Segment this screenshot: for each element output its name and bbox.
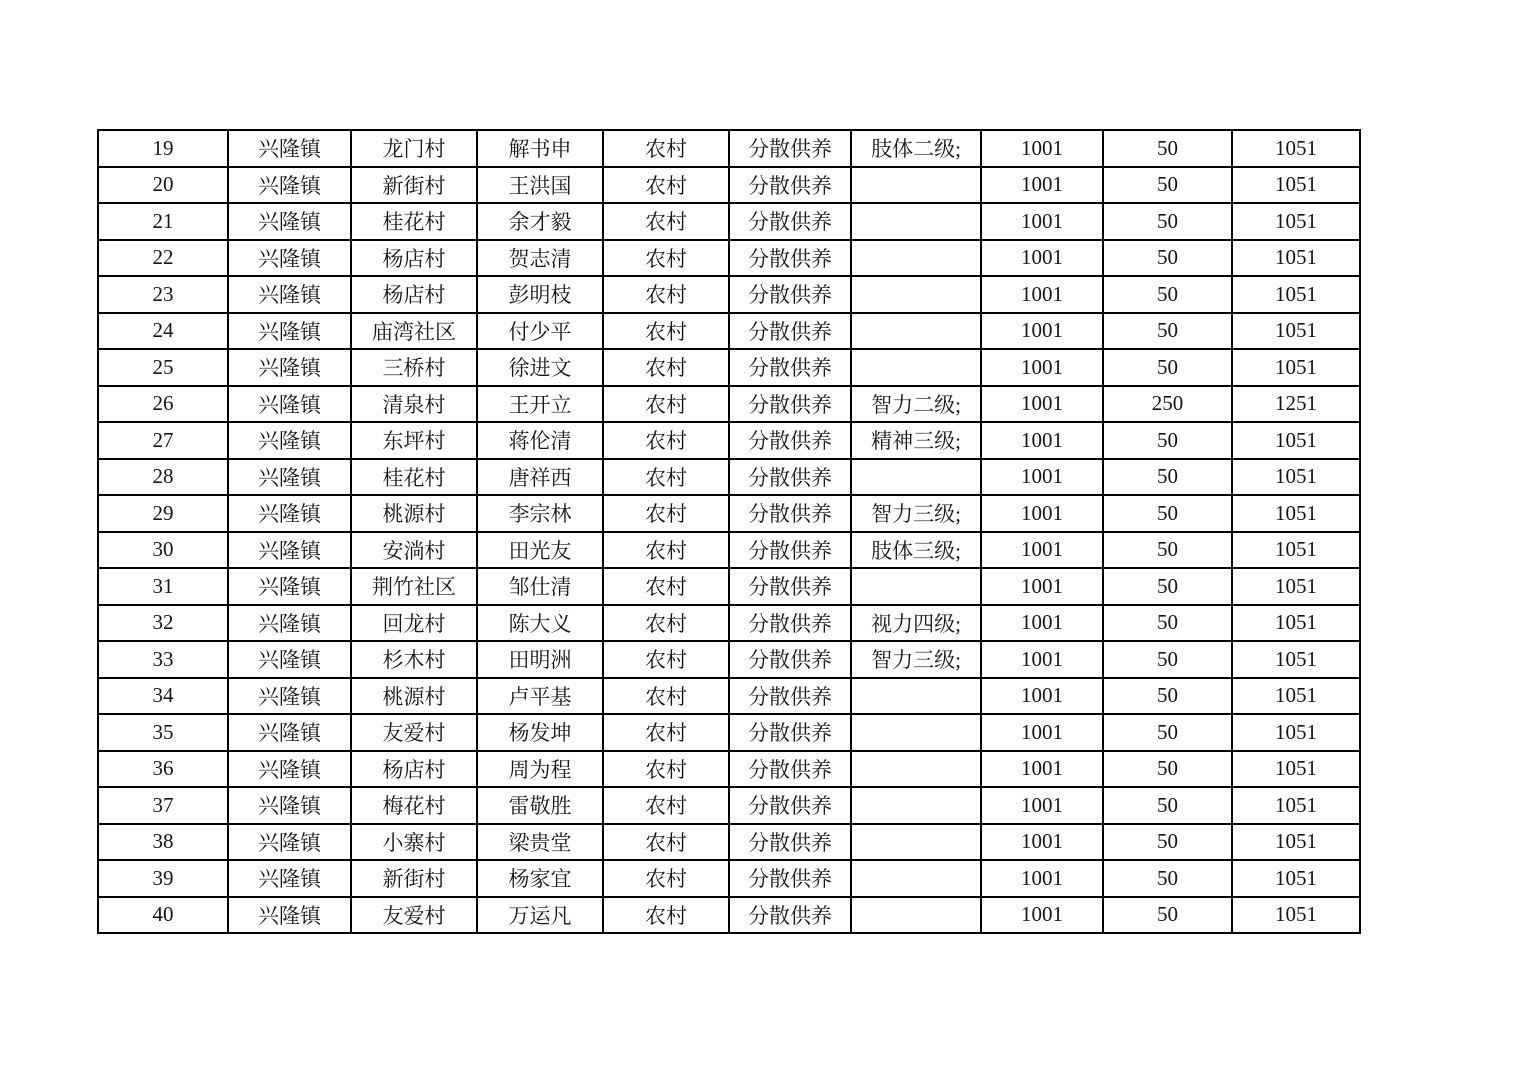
document-table-region	[97, 129, 1359, 934]
cell-total-amount: 1051	[1232, 678, 1360, 715]
cell-disability-level	[851, 276, 981, 313]
cell-person-name: 李宗林	[477, 495, 603, 532]
table-row	[98, 313, 1360, 350]
cell-support-type: 分散供养	[729, 386, 851, 423]
cell-area-type: 农村	[603, 276, 729, 313]
cell-subsidy-amount: 50	[1103, 605, 1232, 642]
cell-support-type: 分散供养	[729, 349, 851, 386]
cell-disability-level: 肢体三级;	[851, 532, 981, 569]
table-row	[98, 422, 1360, 459]
cell-subsidy-amount: 250	[1103, 386, 1232, 423]
cell-town: 兴隆镇	[228, 495, 351, 532]
table-row	[98, 495, 1360, 532]
cell-disability-level	[851, 203, 981, 240]
cell-total-amount: 1051	[1232, 568, 1360, 605]
cell-disability-level	[851, 349, 981, 386]
cell-area-type: 农村	[603, 386, 729, 423]
cell-town: 兴隆镇	[228, 824, 351, 861]
cell-town: 兴隆镇	[228, 386, 351, 423]
cell-row-number: 23	[98, 276, 228, 313]
cell-village: 三桥村	[351, 349, 477, 386]
cell-village: 桃源村	[351, 495, 477, 532]
cell-area-type: 农村	[603, 714, 729, 751]
cell-town: 兴隆镇	[228, 240, 351, 277]
cell-town: 兴隆镇	[228, 313, 351, 350]
cell-total-amount: 1051	[1232, 751, 1360, 788]
cell-disability-level: 智力三级;	[851, 495, 981, 532]
cell-village: 荆竹社区	[351, 568, 477, 605]
cell-row-number: 20	[98, 167, 228, 204]
cell-support-type: 分散供养	[729, 240, 851, 277]
cell-row-number: 40	[98, 897, 228, 934]
cell-row-number: 26	[98, 386, 228, 423]
table-row	[98, 897, 1360, 934]
cell-total-amount: 1051	[1232, 824, 1360, 861]
cell-village: 桂花村	[351, 203, 477, 240]
cell-disability-level	[851, 714, 981, 751]
cell-base-amount: 1001	[981, 167, 1103, 204]
cell-town: 兴隆镇	[228, 678, 351, 715]
cell-base-amount: 1001	[981, 714, 1103, 751]
cell-person-name: 徐进文	[477, 349, 603, 386]
cell-area-type: 农村	[603, 787, 729, 824]
cell-subsidy-amount: 50	[1103, 751, 1232, 788]
cell-row-number: 37	[98, 787, 228, 824]
table-row	[98, 605, 1360, 642]
cell-town: 兴隆镇	[228, 130, 351, 167]
cell-base-amount: 1001	[981, 787, 1103, 824]
cell-support-type: 分散供养	[729, 203, 851, 240]
cell-town: 兴隆镇	[228, 532, 351, 569]
cell-person-name: 解书申	[477, 130, 603, 167]
cell-town: 兴隆镇	[228, 349, 351, 386]
cell-town: 兴隆镇	[228, 751, 351, 788]
cell-person-name: 梁贵堂	[477, 824, 603, 861]
cell-village: 杨店村	[351, 751, 477, 788]
table-row	[98, 641, 1360, 678]
cell-base-amount: 1001	[981, 422, 1103, 459]
cell-village: 杉木村	[351, 641, 477, 678]
table-row	[98, 459, 1360, 496]
cell-support-type: 分散供养	[729, 313, 851, 350]
table-row	[98, 678, 1360, 715]
cell-person-name: 蒋伦清	[477, 422, 603, 459]
cell-village: 桂花村	[351, 459, 477, 496]
cell-village: 回龙村	[351, 605, 477, 642]
cell-area-type: 农村	[603, 751, 729, 788]
cell-subsidy-amount: 50	[1103, 313, 1232, 350]
cell-base-amount: 1001	[981, 349, 1103, 386]
cell-support-type: 分散供养	[729, 568, 851, 605]
cell-disability-level	[851, 860, 981, 897]
cell-town: 兴隆镇	[228, 203, 351, 240]
cell-person-name: 邹仕清	[477, 568, 603, 605]
cell-base-amount: 1001	[981, 386, 1103, 423]
table-row	[98, 276, 1360, 313]
table-row	[98, 824, 1360, 861]
cell-village: 新街村	[351, 167, 477, 204]
cell-area-type: 农村	[603, 532, 729, 569]
cell-support-type: 分散供养	[729, 897, 851, 934]
cell-subsidy-amount: 50	[1103, 568, 1232, 605]
cell-total-amount: 1051	[1232, 641, 1360, 678]
cell-person-name: 雷敬胜	[477, 787, 603, 824]
cell-village: 龙门村	[351, 130, 477, 167]
cell-disability-level: 精神三级;	[851, 422, 981, 459]
cell-base-amount: 1001	[981, 568, 1103, 605]
cell-person-name: 彭明枝	[477, 276, 603, 313]
cell-person-name: 王洪国	[477, 167, 603, 204]
cell-town: 兴隆镇	[228, 860, 351, 897]
cell-subsidy-amount: 50	[1103, 532, 1232, 569]
cell-town: 兴隆镇	[228, 897, 351, 934]
cell-row-number: 39	[98, 860, 228, 897]
cell-base-amount: 1001	[981, 605, 1103, 642]
cell-base-amount: 1001	[981, 532, 1103, 569]
cell-support-type: 分散供养	[729, 495, 851, 532]
cell-total-amount: 1051	[1232, 495, 1360, 532]
table-row	[98, 860, 1360, 897]
cell-row-number: 34	[98, 678, 228, 715]
cell-disability-level	[851, 313, 981, 350]
cell-disability-level: 智力二级;	[851, 386, 981, 423]
cell-row-number: 29	[98, 495, 228, 532]
cell-total-amount: 1051	[1232, 167, 1360, 204]
cell-support-type: 分散供养	[729, 459, 851, 496]
cell-row-number: 38	[98, 824, 228, 861]
cell-disability-level	[851, 459, 981, 496]
table-row	[98, 714, 1360, 751]
cell-support-type: 分散供养	[729, 130, 851, 167]
cell-disability-level	[851, 240, 981, 277]
cell-village: 新街村	[351, 860, 477, 897]
cell-base-amount: 1001	[981, 130, 1103, 167]
cell-area-type: 农村	[603, 678, 729, 715]
records-table-body	[98, 130, 1360, 933]
cell-disability-level: 视力四级;	[851, 605, 981, 642]
cell-subsidy-amount: 50	[1103, 167, 1232, 204]
cell-support-type: 分散供养	[729, 678, 851, 715]
cell-person-name: 付少平	[477, 313, 603, 350]
cell-subsidy-amount: 50	[1103, 459, 1232, 496]
cell-village: 东坪村	[351, 422, 477, 459]
cell-total-amount: 1051	[1232, 349, 1360, 386]
cell-area-type: 农村	[603, 240, 729, 277]
table-row	[98, 203, 1360, 240]
cell-support-type: 分散供养	[729, 532, 851, 569]
cell-subsidy-amount: 50	[1103, 787, 1232, 824]
cell-person-name: 万运凡	[477, 897, 603, 934]
cell-support-type: 分散供养	[729, 714, 851, 751]
cell-support-type: 分散供养	[729, 860, 851, 897]
cell-support-type: 分散供养	[729, 751, 851, 788]
cell-base-amount: 1001	[981, 897, 1103, 934]
cell-disability-level: 肢体二级;	[851, 130, 981, 167]
table-row	[98, 532, 1360, 569]
cell-subsidy-amount: 50	[1103, 678, 1232, 715]
cell-subsidy-amount: 50	[1103, 240, 1232, 277]
table-row	[98, 568, 1360, 605]
cell-total-amount: 1051	[1232, 422, 1360, 459]
cell-person-name: 卢平基	[477, 678, 603, 715]
cell-base-amount: 1001	[981, 240, 1103, 277]
cell-total-amount: 1051	[1232, 276, 1360, 313]
cell-town: 兴隆镇	[228, 276, 351, 313]
cell-disability-level	[851, 787, 981, 824]
cell-total-amount: 1051	[1232, 605, 1360, 642]
cell-subsidy-amount: 50	[1103, 641, 1232, 678]
cell-subsidy-amount: 50	[1103, 130, 1232, 167]
table-row	[98, 751, 1360, 788]
cell-support-type: 分散供养	[729, 422, 851, 459]
cell-disability-level	[851, 751, 981, 788]
cell-support-type: 分散供养	[729, 605, 851, 642]
cell-person-name: 杨发坤	[477, 714, 603, 751]
cell-row-number: 31	[98, 568, 228, 605]
cell-area-type: 农村	[603, 349, 729, 386]
cell-total-amount: 1251	[1232, 386, 1360, 423]
cell-base-amount: 1001	[981, 751, 1103, 788]
cell-subsidy-amount: 50	[1103, 897, 1232, 934]
cell-town: 兴隆镇	[228, 459, 351, 496]
cell-person-name: 陈大义	[477, 605, 603, 642]
cell-town: 兴隆镇	[228, 568, 351, 605]
cell-row-number: 36	[98, 751, 228, 788]
cell-base-amount: 1001	[981, 860, 1103, 897]
table-row	[98, 240, 1360, 277]
cell-disability-level	[851, 678, 981, 715]
cell-person-name: 王开立	[477, 386, 603, 423]
cell-area-type: 农村	[603, 203, 729, 240]
cell-area-type: 农村	[603, 824, 729, 861]
cell-disability-level	[851, 568, 981, 605]
cell-area-type: 农村	[603, 422, 729, 459]
cell-row-number: 22	[98, 240, 228, 277]
cell-support-type: 分散供养	[729, 276, 851, 313]
cell-village: 杨店村	[351, 276, 477, 313]
cell-village: 小寨村	[351, 824, 477, 861]
cell-base-amount: 1001	[981, 678, 1103, 715]
cell-base-amount: 1001	[981, 313, 1103, 350]
cell-person-name: 杨家宜	[477, 860, 603, 897]
cell-area-type: 农村	[603, 568, 729, 605]
cell-person-name: 贺志清	[477, 240, 603, 277]
cell-total-amount: 1051	[1232, 532, 1360, 569]
cell-support-type: 分散供养	[729, 641, 851, 678]
cell-subsidy-amount: 50	[1103, 276, 1232, 313]
cell-row-number: 25	[98, 349, 228, 386]
cell-town: 兴隆镇	[228, 641, 351, 678]
cell-total-amount: 1051	[1232, 203, 1360, 240]
cell-row-number: 33	[98, 641, 228, 678]
cell-total-amount: 1051	[1232, 130, 1360, 167]
cell-disability-level: 智力三级;	[851, 641, 981, 678]
cell-town: 兴隆镇	[228, 787, 351, 824]
cell-village: 庙湾社区	[351, 313, 477, 350]
cell-town: 兴隆镇	[228, 167, 351, 204]
cell-base-amount: 1001	[981, 276, 1103, 313]
cell-village: 友爱村	[351, 714, 477, 751]
table-row	[98, 130, 1360, 167]
cell-village: 安淌村	[351, 532, 477, 569]
cell-area-type: 农村	[603, 495, 729, 532]
table-row	[98, 386, 1360, 423]
cell-total-amount: 1051	[1232, 313, 1360, 350]
cell-total-amount: 1051	[1232, 897, 1360, 934]
cell-town: 兴隆镇	[228, 422, 351, 459]
cell-area-type: 农村	[603, 167, 729, 204]
cell-person-name: 田光友	[477, 532, 603, 569]
cell-total-amount: 1051	[1232, 714, 1360, 751]
table-row	[98, 167, 1360, 204]
table-row	[98, 349, 1360, 386]
cell-person-name: 田明洲	[477, 641, 603, 678]
cell-support-type: 分散供养	[729, 167, 851, 204]
cell-total-amount: 1051	[1232, 860, 1360, 897]
cell-disability-level	[851, 897, 981, 934]
cell-area-type: 农村	[603, 313, 729, 350]
cell-base-amount: 1001	[981, 641, 1103, 678]
cell-row-number: 27	[98, 422, 228, 459]
cell-area-type: 农村	[603, 605, 729, 642]
table-row	[98, 787, 1360, 824]
cell-disability-level	[851, 167, 981, 204]
cell-area-type: 农村	[603, 130, 729, 167]
cell-row-number: 32	[98, 605, 228, 642]
cell-town: 兴隆镇	[228, 605, 351, 642]
cell-village: 清泉村	[351, 386, 477, 423]
cell-village: 梅花村	[351, 787, 477, 824]
cell-person-name: 余才毅	[477, 203, 603, 240]
cell-subsidy-amount: 50	[1103, 349, 1232, 386]
cell-disability-level	[851, 824, 981, 861]
records-table	[97, 129, 1361, 934]
cell-row-number: 24	[98, 313, 228, 350]
cell-base-amount: 1001	[981, 824, 1103, 861]
cell-base-amount: 1001	[981, 495, 1103, 532]
cell-subsidy-amount: 50	[1103, 495, 1232, 532]
cell-town: 兴隆镇	[228, 714, 351, 751]
cell-total-amount: 1051	[1232, 459, 1360, 496]
cell-village: 友爱村	[351, 897, 477, 934]
cell-row-number: 30	[98, 532, 228, 569]
cell-area-type: 农村	[603, 641, 729, 678]
cell-village: 桃源村	[351, 678, 477, 715]
cell-person-name: 周为程	[477, 751, 603, 788]
cell-village: 杨店村	[351, 240, 477, 277]
cell-area-type: 农村	[603, 897, 729, 934]
cell-person-name: 唐祥西	[477, 459, 603, 496]
cell-total-amount: 1051	[1232, 240, 1360, 277]
cell-area-type: 农村	[603, 860, 729, 897]
cell-support-type: 分散供养	[729, 824, 851, 861]
cell-total-amount: 1051	[1232, 787, 1360, 824]
cell-base-amount: 1001	[981, 459, 1103, 496]
cell-base-amount: 1001	[981, 203, 1103, 240]
cell-subsidy-amount: 50	[1103, 714, 1232, 751]
cell-row-number: 19	[98, 130, 228, 167]
cell-subsidy-amount: 50	[1103, 422, 1232, 459]
cell-row-number: 28	[98, 459, 228, 496]
cell-support-type: 分散供养	[729, 787, 851, 824]
cell-row-number: 35	[98, 714, 228, 751]
cell-area-type: 农村	[603, 459, 729, 496]
cell-row-number: 21	[98, 203, 228, 240]
cell-subsidy-amount: 50	[1103, 824, 1232, 861]
cell-subsidy-amount: 50	[1103, 203, 1232, 240]
cell-subsidy-amount: 50	[1103, 860, 1232, 897]
